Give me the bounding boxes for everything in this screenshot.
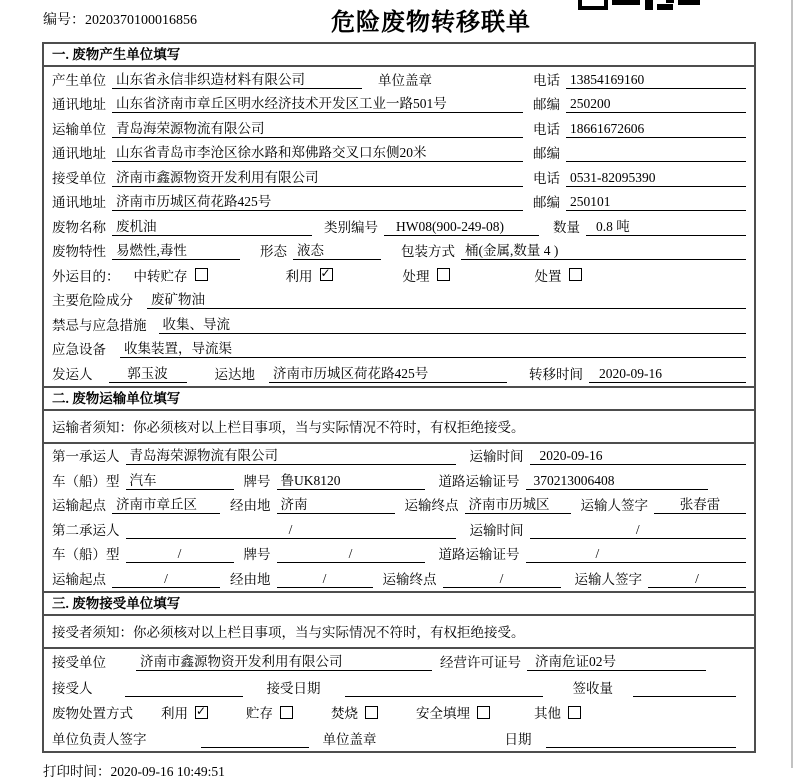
responsible-signature-label: 单位负责人签字 xyxy=(52,731,147,747)
emergency-equipment-label: 应急设备 xyxy=(52,342,106,357)
transfer-date-value: 2020-09-16 xyxy=(589,365,746,383)
transfer-purpose-label: 外运目的： xyxy=(52,268,120,284)
receiver-address-label: 通讯地址 xyxy=(52,195,106,210)
waste-property-row xyxy=(44,239,754,264)
carrier-signature1-label: 运输人签字 xyxy=(580,498,648,513)
terminus2-label: 运输终点 xyxy=(382,571,437,587)
terminus1-label: 运输终点 xyxy=(404,498,459,513)
waste-name-label: 废物名称 xyxy=(52,219,106,235)
checkbox-utilize xyxy=(320,268,333,281)
waste-quantity-value: 0.8 吨 xyxy=(586,218,746,236)
waste-form-value: 液态 xyxy=(293,242,381,260)
waste-form-label: 形态 xyxy=(260,244,287,259)
transporter-zip-label: 邮编 xyxy=(533,146,560,161)
received-quantity-label: 签收量 xyxy=(572,680,613,696)
checkbox-disposal-landfill xyxy=(477,706,490,719)
terminus1-value: 济南市历城区 xyxy=(465,496,571,514)
hazard-component-label: 主要危险成分 xyxy=(52,293,133,308)
transport-date2-label: 运输时间 xyxy=(469,522,524,538)
option-disposal-utilize xyxy=(161,702,208,722)
document-number-value: 2020370100016856 xyxy=(85,13,197,28)
license-number-value: 济南危证02号 xyxy=(527,653,706,671)
transfer-purpose-row xyxy=(44,263,754,288)
receiver-address-value: 济南市历城区荷花路425号 xyxy=(112,193,523,211)
carrier-signature2-value: / xyxy=(648,570,746,588)
emergency-measures-label: 禁忌与应急措施 xyxy=(52,317,147,333)
receiving-unit-label: 接受单位 xyxy=(52,655,106,670)
option-disposal-incinerate xyxy=(331,702,378,722)
transporter-address-label: 通讯地址 xyxy=(52,146,106,161)
waste-name-row xyxy=(44,214,754,239)
transporter-phone-value: 18661672606 xyxy=(566,120,746,138)
transport-date1-value: 2020-09-16 xyxy=(530,447,747,465)
emergency-equipment-row xyxy=(44,337,754,362)
producer-phone-label: 电话 xyxy=(533,72,560,88)
via1-label: 经由地 xyxy=(230,498,271,513)
page-title: 危险废物转移联单 xyxy=(331,10,531,36)
second-carrier-row xyxy=(44,517,754,542)
producer-address-value: 山东省济南市章丘区明水经济技术开发区工业一路501号 xyxy=(112,95,523,113)
carrier-signature1-value: 张春雷 xyxy=(654,496,746,514)
transporter-address-value: 山东省青岛市李沧区徐水路和郑佛路交叉口东侧20米 xyxy=(112,144,523,162)
checkbox-disposal-other xyxy=(568,706,581,719)
producer-name-value: 山东省永信非织造材料有限公司 xyxy=(112,71,362,89)
option-utilize-label: 利用 xyxy=(285,268,313,284)
transporter-notice: 运输者须知：你必须核对以上栏目事项，当与实际情况不符时，有权拒绝接受。 xyxy=(44,411,754,444)
transporter-zip-value xyxy=(566,161,746,162)
waste-property-value: 易燃性,毒性 xyxy=(112,242,240,260)
receiver-notice: 接受者须知：你必须核对以上栏目事项，当与实际情况不符时，有权拒绝接受。 xyxy=(44,616,754,649)
document-number-label: 编号： xyxy=(43,13,85,28)
receiving-unit-value: 济南市鑫源物资开发利用有限公司 xyxy=(136,653,432,671)
checkbox-treat xyxy=(437,268,450,281)
hazard-component-row xyxy=(44,288,754,313)
producer-zip-label: 邮编 xyxy=(533,97,560,112)
transporter-row xyxy=(44,116,754,141)
receiver-person-value xyxy=(125,696,243,697)
receiver-zip-value: 250101 xyxy=(566,193,746,211)
second-carrier-value: / xyxy=(126,521,456,539)
section2-header: 二. 废物运输单位填写 xyxy=(44,386,754,411)
disposal-method-row xyxy=(44,700,754,726)
plate-number2-value: / xyxy=(277,545,425,563)
transport-date1-label: 运输时间 xyxy=(469,449,524,464)
waste-property-label: 废物特性 xyxy=(52,244,106,259)
terminus2-value: / xyxy=(443,570,561,588)
manifest-form xyxy=(42,42,756,753)
transport-date2-value: / xyxy=(530,521,747,539)
plate-number1-value: 鲁UK8120 xyxy=(277,472,425,490)
producer-seal-label: 单位盖章 xyxy=(378,72,432,88)
consignor-name-value: 郭玉波 xyxy=(109,365,187,383)
document-number xyxy=(43,9,197,29)
packaging-label: 包装方式 xyxy=(401,244,455,259)
vehicle-type2-label: 车（船）型 xyxy=(52,547,120,562)
receiver-row xyxy=(44,165,754,190)
license-number-label: 经营许可证号 xyxy=(440,655,521,670)
option-disposal-store xyxy=(246,702,293,722)
vehicle-type1-label: 车（船）型 xyxy=(52,473,120,489)
document-header xyxy=(0,0,796,42)
transporter-label: 运输单位 xyxy=(52,121,106,137)
option-disposal-store-label: 贮存 xyxy=(246,706,273,721)
vehicle-type2-row xyxy=(44,542,754,567)
checkbox-dispose xyxy=(569,268,582,281)
responsible-signature-row xyxy=(44,725,754,751)
option-transfer-storage-label: 中转贮存 xyxy=(133,268,188,284)
transporter-address-row xyxy=(44,141,754,166)
qr-code-icon xyxy=(578,0,700,11)
option-disposal-other xyxy=(534,702,581,722)
first-carrier-row xyxy=(44,444,754,469)
transporter-name-value: 青岛海荣源物流有限公司 xyxy=(112,120,523,138)
receive-date-label: 接受日期 xyxy=(266,680,321,696)
waste-name-value: 废机油 xyxy=(112,218,312,236)
date-label: 日期 xyxy=(504,731,532,747)
destination-value: 济南市历城区荷花路425号 xyxy=(269,365,507,383)
print-time-label: 打印时间： xyxy=(43,763,111,779)
checkbox-disposal-utilize xyxy=(195,706,208,719)
emergency-measures-row xyxy=(44,312,754,337)
option-utilize xyxy=(286,265,333,285)
option-disposal-other-label: 其他 xyxy=(534,706,561,721)
section3-header: 三. 废物接受单位填写 xyxy=(44,591,754,616)
second-carrier-label: 第二承运人 xyxy=(52,522,120,538)
receiver-phone-value: 0531-82095390 xyxy=(566,169,746,187)
option-dispose-label: 处置 xyxy=(534,268,562,284)
destination-label: 运达地 xyxy=(214,366,255,382)
route2-row xyxy=(44,566,754,591)
disposal-method-label: 废物处置方式 xyxy=(52,706,133,721)
first-carrier-label: 第一承运人 xyxy=(52,449,120,464)
transfer-date-label: 转移时间 xyxy=(529,366,583,382)
consignor-label: 发运人 xyxy=(52,366,93,382)
transporter-phone-label: 电话 xyxy=(533,121,560,137)
origin2-value: / xyxy=(112,570,220,588)
producer-row xyxy=(44,67,754,92)
page-right-edge xyxy=(791,0,793,768)
waste-category-value: HW08(900-249-08) xyxy=(384,218,539,236)
origin2-label: 运输起点 xyxy=(52,571,106,587)
road-permit2-value: / xyxy=(526,545,747,563)
date-value xyxy=(546,747,737,748)
option-disposal-landfill-label: 安全填埋 xyxy=(416,706,470,721)
producer-phone-value: 13854169160 xyxy=(566,71,746,89)
print-time-value: 2020-09-16 10:49:51 xyxy=(110,763,225,779)
received-quantity-value xyxy=(633,696,736,697)
vehicle-type1-value: 汽车 xyxy=(126,472,234,490)
section1-header: 一. 废物产生单位填写 xyxy=(44,44,754,67)
receive-date-value xyxy=(345,696,543,697)
producer-address-label: 通讯地址 xyxy=(52,97,106,112)
via1-value: 济南 xyxy=(277,496,395,514)
packaging-value: 桶(金属,数量 4 ) xyxy=(461,242,746,260)
option-transfer-storage xyxy=(134,265,208,285)
emergency-measures-value: 收集、导流 xyxy=(159,316,747,334)
option-disposal-landfill xyxy=(416,702,490,722)
receiver-name-value: 济南市鑫源物资开发利用有限公司 xyxy=(112,169,523,187)
plate-number1-label: 牌号 xyxy=(243,473,271,489)
receiver-zip-label: 邮编 xyxy=(533,195,560,210)
responsible-signature-value xyxy=(201,747,309,748)
road-permit1-value: 370213006408 xyxy=(526,472,709,490)
receiver-person-label: 接受人 xyxy=(52,680,93,696)
checkbox-disposal-store xyxy=(280,706,293,719)
producer-label: 产生单位 xyxy=(52,72,106,88)
receiving-unit-row xyxy=(44,649,754,675)
checkbox-disposal-incinerate xyxy=(365,706,378,719)
road-permit2-label: 道路运输证号 xyxy=(438,547,520,562)
waste-category-label: 类别编号 xyxy=(324,219,378,235)
waste-quantity-label: 数量 xyxy=(553,219,580,235)
receiver-address-row xyxy=(44,190,754,215)
plate-number2-label: 牌号 xyxy=(243,547,271,562)
option-disposal-incinerate-label: 焚烧 xyxy=(331,706,358,721)
option-treat-label: 处理 xyxy=(402,268,430,284)
receiver-phone-label: 电话 xyxy=(533,170,560,186)
road-permit1-label: 道路运输证号 xyxy=(438,473,520,489)
via2-value: / xyxy=(277,570,373,588)
unit-seal-label: 单位盖章 xyxy=(322,731,377,747)
vehicle-type1-row xyxy=(44,468,754,493)
vehicle-type2-value: / xyxy=(126,545,234,563)
producer-zip-value: 250200 xyxy=(566,95,746,113)
origin1-label: 运输起点 xyxy=(52,498,106,513)
consignor-row xyxy=(44,361,754,386)
route1-row xyxy=(44,493,754,518)
carrier-signature2-label: 运输人签字 xyxy=(574,571,642,587)
producer-address-row xyxy=(44,92,754,117)
emergency-equipment-value: 收集装置，导流渠 xyxy=(120,340,746,358)
receiver-label: 接受单位 xyxy=(52,170,106,186)
checkbox-transfer-storage xyxy=(195,268,208,281)
print-time xyxy=(43,753,796,780)
via2-label: 经由地 xyxy=(230,571,271,587)
first-carrier-value: 青岛海荣源物流有限公司 xyxy=(126,447,456,465)
hazard-component-value: 废矿物油 xyxy=(147,291,746,309)
origin1-value: 济南市章丘区 xyxy=(112,496,220,514)
receiver-person-row xyxy=(44,674,754,700)
option-dispose xyxy=(535,265,582,285)
option-treat xyxy=(403,265,450,285)
option-disposal-utilize-label: 利用 xyxy=(161,706,188,721)
